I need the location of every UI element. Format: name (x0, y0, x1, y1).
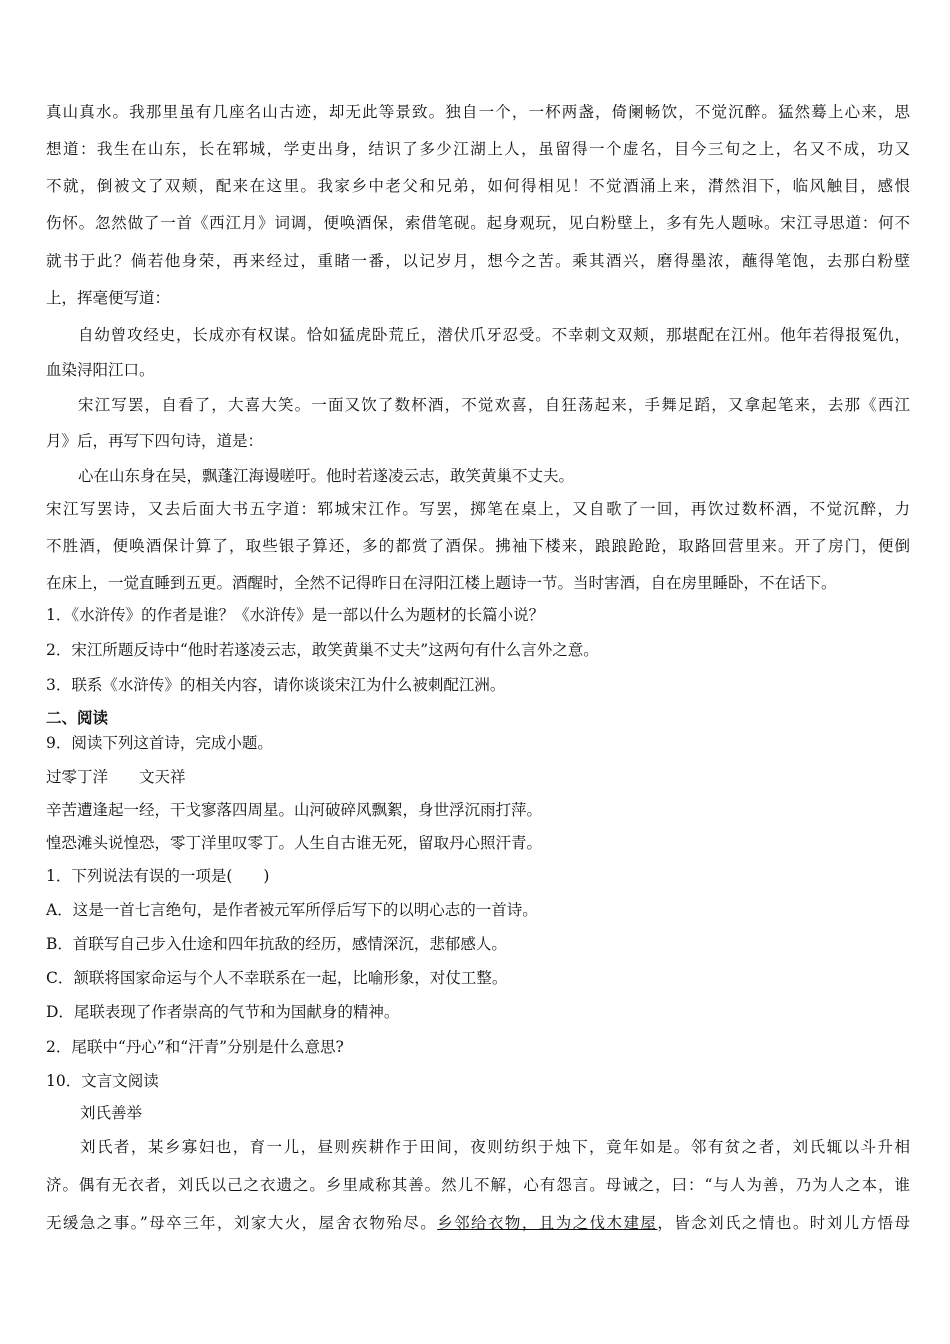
text-line: 不胜酒，便唤酒保计算了，取些银子算还，多的都赏了酒保。拂袖下楼来，踉踉跄跄，取路回营里来。开了房门，便倒 (46, 537, 910, 555)
ci-line: 自幼曾攻经史，长成亦有权谋。恰如猛虎卧荒丘，潜伏爪牙忍受。不幸刺文双颊，那堪配在江州。他年若得报冤仇， (78, 326, 910, 344)
poem-title: 过零丁洋 文天祥 (46, 768, 186, 786)
text-line: 上，挥毫便写道： (46, 289, 171, 307)
text-segment: ，皆念刘氏之情也。时刘儿方悟母 (657, 1214, 910, 1232)
option-d: D．尾联表现了作者崇高的气节和为国献身的精神。 (46, 1003, 400, 1021)
option-a: A．这是一首七言绝句，是作者被元军所俘后写下的以明心志的一首诗。 (46, 901, 538, 919)
text-line: 宋江写罢诗，又去后面大书五字道：郓城宋江作。写罢，掷笔在桌上，又自歌了一回，再饮过数杯酒，不觉沉醉，力 (46, 500, 910, 518)
passage-title: 刘氏善举 (80, 1104, 143, 1122)
question-9-2: 2．尾联中“丹心”和“汗青”分别是什么意思? (46, 1038, 344, 1056)
section-heading: 二、阅读 (46, 708, 109, 727)
text-line-mixed (46, 1213, 910, 1233)
question-9-intro: 9．阅读下列这首诗，完成小题。 (46, 734, 273, 752)
ci-line: 血染浔阳江口。 (46, 361, 155, 379)
question-3: 3．联系《水浒传》的相关内容，请你谈谈宋江为什么被刺配江洲。 (46, 676, 506, 694)
option-b: B．首联写自己步入仕途和四年抗敌的经历，感情深沉，悲郁感人。 (46, 935, 507, 953)
text-segment: 无缓急之事。”母卒三年，刘家大火，屋舍衣物殆尽。 (46, 1214, 438, 1232)
text-line: 想道：我生在山东，长在郓城，学吏出身，结识了多少江湖上人，虽留得一个虚名，目今三旬之上，名又不成，功又 (46, 140, 910, 158)
question-1: 1．《水浒传》的作者是谁？《水浒传》是一部以什么为题材的长篇小说？ (46, 606, 545, 624)
option-c: C．颔联将国家命运与个人不幸联系在一起，比喻形象，对仗工整。 (46, 969, 508, 987)
poem-line: 惶恐滩头说惶恐，零丁洋里叹零丁。人生自古谁无死，留取丹心照汗青。 (46, 834, 543, 852)
text-line: 济。偶有无衣者，刘氏以己之衣遗之。乡里咸称其善。然儿不解，心有怨言。母诫之，曰：“与人为善，乃为人之本，谁 (46, 1176, 910, 1194)
text-line: 不就，倒被文了双颊，配来在这里。我家乡中老父和兄弟，如何得相见！不觉酒涌上来，潸然泪下，临风触目，感恨 (46, 177, 910, 195)
poem-line: 心在山东身在吴，飘蓬江海谩嗟吁。他时若遂凌云志，敢笑黄巢不丈夫。 (78, 467, 575, 485)
question-2: 2．宋江所题反诗中“他时若遂凌云志，敢笑黄巢不丈夫”这两句有什么言外之意。 (46, 641, 599, 659)
poem-line: 辛苦遭逢起一经，干戈寥落四周星。山河破碎风飘絮，身世浮沉雨打萍。 (46, 801, 543, 819)
text-line: 刘氏者，某乡寡妇也，育一儿，昼则疾耕作于田间，夜则纺织于烛下，竟年如是。邻有贫之者，刘氏辄以斗升相 (80, 1138, 910, 1156)
text-line: 在床上，一觉直睡到五更。酒醒时，全然不记得昨日在浔阳江楼上题诗一节。当时害酒，自在房里睡卧，不在话下。 (46, 574, 837, 592)
underlined-sentence: 乡邻给衣物，且为之伐木建屋 (437, 1214, 658, 1232)
question-10-intro: 10．文言文阅读 (46, 1072, 159, 1090)
text-line: 宋江写罢，自看了，大喜大笑。一面又饮了数杯酒，不觉欢喜，自狂荡起来，手舞足蹈，又拿起笔来，去那《西江 (78, 396, 910, 414)
text-line: 真山真水。我那里虽有几座名山古迹，却无此等景致。独自一个，一杯两盏，倚阑畅饮，不觉沉醉。猛然蓦上心来，思 (46, 103, 910, 121)
text-line: 伤怀。忽然做了一首《西江月》词调，便唤酒保，索借笔砚。起身观玩，见白粉壁上，多有先人题咏。宋江寻思道：何不 (46, 214, 910, 232)
question-9-1: 1．下列说法有误的一项是( ) (46, 867, 270, 885)
text-line: 月》后，再写下四句诗，道是： (46, 432, 264, 450)
text-line: 就书于此？倘若他身荣，再来经过，重睹一番，以记岁月，想今之苦。乘其酒兴，磨得墨浓，蘸得笔饱，去那白粉壁 (46, 252, 910, 270)
